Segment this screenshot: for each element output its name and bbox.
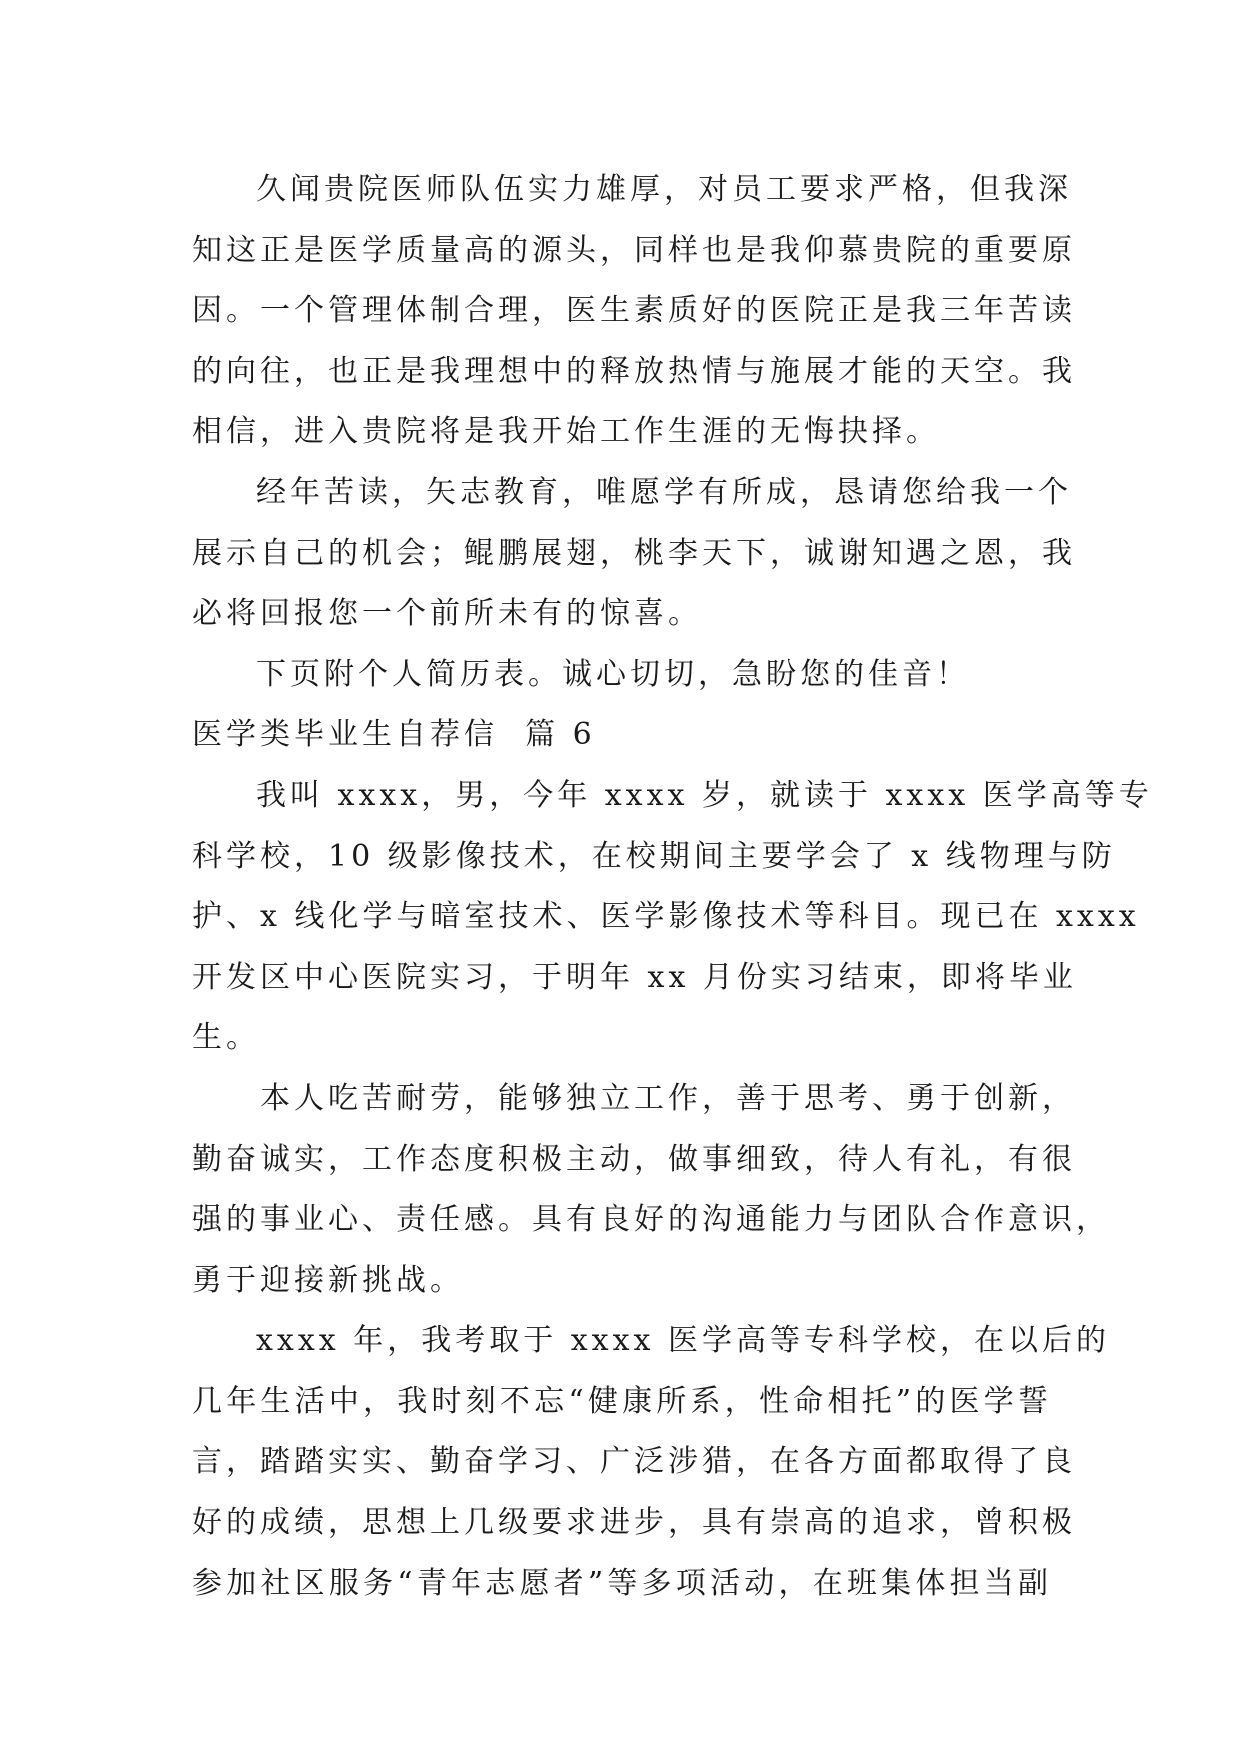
text-line: 生。 (192, 1020, 260, 1056)
text-line: 展示自己的机会；鲲鹏展翅，桃李天下，诚谢知遇之恩，我 (192, 535, 1076, 571)
text-line: 本人吃苦耐劳，能够独立工作，善于思考、勇于创新， (260, 1080, 1076, 1116)
section-heading: 医学类毕业生自荐信 篇 6 (192, 717, 596, 753)
text-line: 必将回报您一个前所未有的惊喜。 (192, 596, 702, 632)
text-line: 开发区中心医院实习，于明年 xx 月份实习结束，即将毕业 (192, 959, 1077, 995)
text-line: 言，踏踏实实、勤奋学习、广泛涉猎，在各方面都取得了良 (192, 1444, 1076, 1480)
text-line: 因。一个管理体制合理，医生素质好的医院正是我三年苦读 (192, 293, 1076, 329)
text-line: 勇于迎接新挑战。 (192, 1262, 464, 1298)
text-line: 知这正是医学质量高的源头，同样也是我仰慕贵院的重要原 (192, 232, 1076, 268)
text-line: 好的成绩，思想上几级要求进步，具有崇高的追求，曾积极 (192, 1505, 1076, 1541)
text-line: 相信，进入贵院将是我开始工作生涯的无悔抉择。 (192, 414, 940, 450)
text-line: 的向往，也正是我理想中的释放热情与施展才能的天空。我 (192, 353, 1076, 389)
text-line: 几年生活中，我时刻不忘“健康所系，性命相托”的医学誓 (192, 1383, 1052, 1419)
text-line: 下页附个人简历表。诚心切切，急盼您的佳音！ (256, 656, 970, 692)
text-line: 护、x 线化学与暗室技术、医学影像技术等科目。现已在 xxxx (192, 899, 1140, 935)
text-line: 我叫 xxxx，男，今年 xxxx 岁，就读于 xxxx 医学高等专 (256, 777, 1153, 813)
document-body (192, 160, 1153, 1614)
text-line: 勤奋诚实，工作态度积极主动，做事细致，待人有礼，有很 (192, 1141, 1076, 1177)
text-line: 科学校，10 级影像技术，在校期间主要学会了 x 线物理与防 (192, 838, 1116, 874)
text-line: 久闻贵院医师队伍实力雄厚，对员工要求严格，但我深 (256, 172, 1072, 207)
text-line: 经年苦读，矢志教育，唯愿学有所成，恳请您给我一个 (256, 474, 1072, 510)
text-line: 参加社区服务“青年志愿者”等多项活动，在班集体担当副 (192, 1565, 1052, 1601)
text-line: xxxx 年，我考取于 xxxx 医学高等专科学校，在以后的 (256, 1323, 1110, 1359)
text-line: 强的事业心、责任感。具有良好的沟通能力与团队合作意识， (192, 1202, 1110, 1238)
